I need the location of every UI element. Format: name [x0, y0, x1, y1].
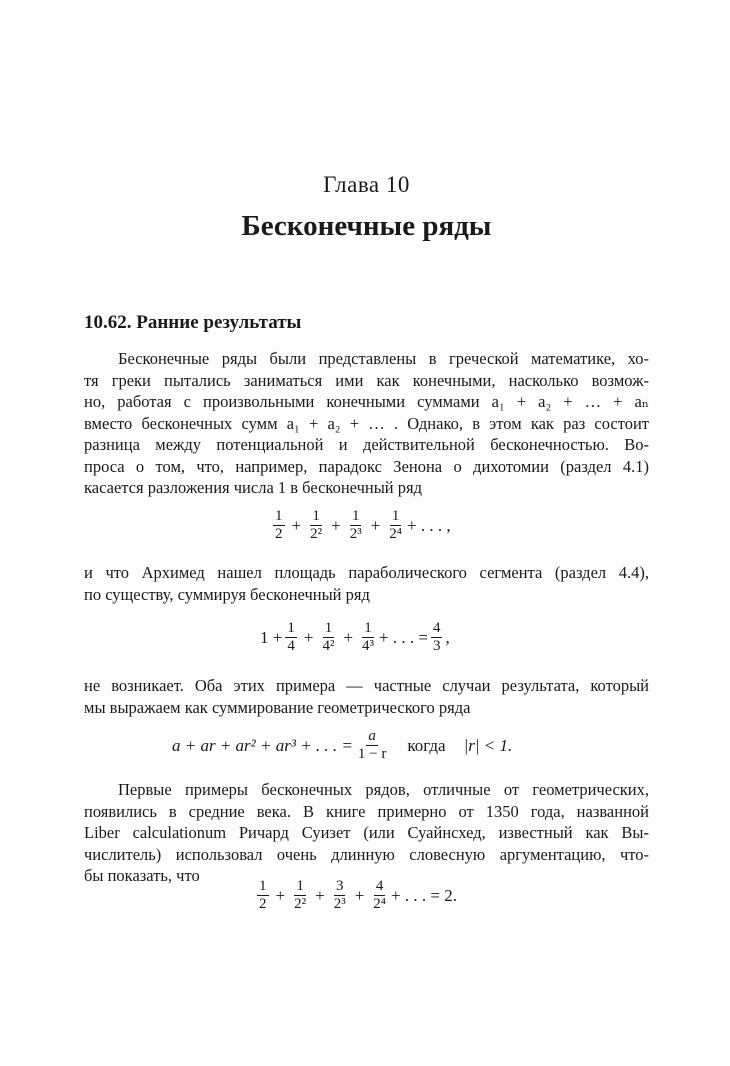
fraction: $\frac{1}{\text{4²}}$	[322, 620, 335, 654]
text-line: проса о том, что, например, парадокс Зенона о дихотомии (раздел 4.1)	[84, 456, 649, 476]
formula-geometric-series	[172, 728, 512, 763]
fraction: $\frac{1}{\text{4³}}$	[362, 620, 375, 654]
fraction: $\frac{1}{\text{2²}}$	[294, 878, 307, 912]
formula-archimedes-series: 1 + $\frac{1}{4}$ + $\frac{1}{\text{4²}}$ + $\frac{1}{\text{4³}}$ + . . . = $\frac{4}{3}$ ,	[260, 620, 450, 654]
paragraph-1	[84, 348, 649, 499]
formula-zeno-series: $\frac{1}{2}$ + $\frac{1}{\text{2²}}$ + $\frac{1}{\text{2³}}$ + $\frac{1}{\text{2⁴}}$ + . . . ,	[275, 508, 451, 542]
fraction: $\frac{4}{\text{2⁴}}$	[373, 878, 387, 912]
fraction: $\frac{1}{4}$	[287, 620, 295, 654]
paragraph-4	[84, 779, 649, 887]
formula-lead: 1 +	[260, 627, 283, 647]
text-line: не возникает. Оба этих примера — частные случаи результата, который	[84, 676, 649, 695]
formula-end: ,	[445, 627, 450, 647]
text-line: разница между потенциальной и действительной бесконечностью. Во-	[84, 435, 649, 454]
formula-lhs: a + ar + ar² + ar³ + . . . =	[172, 735, 353, 755]
text-line: Liber calculationum Ричард Суизет (или Суайнсхед, известный как Вы-	[84, 823, 649, 842]
text-line: тя греки пытались заниматься ими как конечными, насколько возмож-	[84, 370, 649, 390]
text-line: касается разложения числа 1 в бесконечный ряд	[84, 478, 422, 497]
text-line: числитель) использовал очень длинную словесную аргументацию, что-	[84, 844, 649, 864]
text-line: мы выражаем как суммирование геометрического ряда	[84, 697, 471, 717]
fraction: $\frac{a}{1 - r}$	[357, 728, 387, 762]
fraction: $\frac{4}{3}$	[432, 620, 441, 654]
chapter-title: Бесконечные ряды	[241, 210, 492, 242]
fraction: $\frac{1}{2}$	[259, 878, 267, 912]
fraction: $\frac{3}{\text{2³}}$	[333, 878, 346, 912]
formula-swineshead-series: $\frac{1}{2}$ + $\frac{1}{\text{2²}}$ + $\frac{3}{\text{2³}}$ + $\frac{4}{\text{2⁴}}$ + . . . = 2.	[259, 878, 457, 912]
fraction: $\frac{1}{\text{2⁴}}$	[389, 508, 403, 542]
text-line: появились в средние века. В книге примерно от 1350 года, названной	[84, 801, 649, 821]
formula-tail: + . . . =	[379, 627, 428, 647]
formula-tail: + . . . = 2.	[391, 885, 457, 905]
chapter-label: Глава 10	[323, 172, 410, 197]
fraction: $\frac{1}{2}$	[275, 508, 283, 542]
fraction: $\frac{1}{\text{2²}}$	[310, 508, 323, 542]
section-title: 10.62. Ранние результаты	[84, 312, 302, 333]
paragraph-2	[84, 562, 649, 605]
formula-tail: + . . . ,	[407, 515, 451, 535]
text-line: и что Архимед нашел площадь параболического сегмента (раздел 4.4),	[84, 563, 649, 582]
fraction: $\frac{1}{\text{2³}}$	[349, 508, 362, 542]
paragraph-3	[84, 675, 649, 718]
formula-condition: |r| < 1.	[463, 735, 513, 755]
text-line: бы показать, что	[84, 866, 200, 885]
text-line: Первые примеры бесконечных рядов, отличные от геометрических,	[118, 780, 649, 799]
text-line: Бесконечные ряды были представлены в греческой математике, хо-	[118, 349, 649, 368]
text-line: вместо бесконечных сумм a₁ + a₂ + … . Однако, в этом как раз состоит	[84, 413, 649, 433]
formula-word: когда	[407, 735, 446, 755]
text-line: по существу, суммируя бесконечный ряд	[84, 584, 370, 604]
text-line: но, работая с произвольными конечными суммами a₁ + a₂ + … + aₙ	[84, 392, 649, 411]
